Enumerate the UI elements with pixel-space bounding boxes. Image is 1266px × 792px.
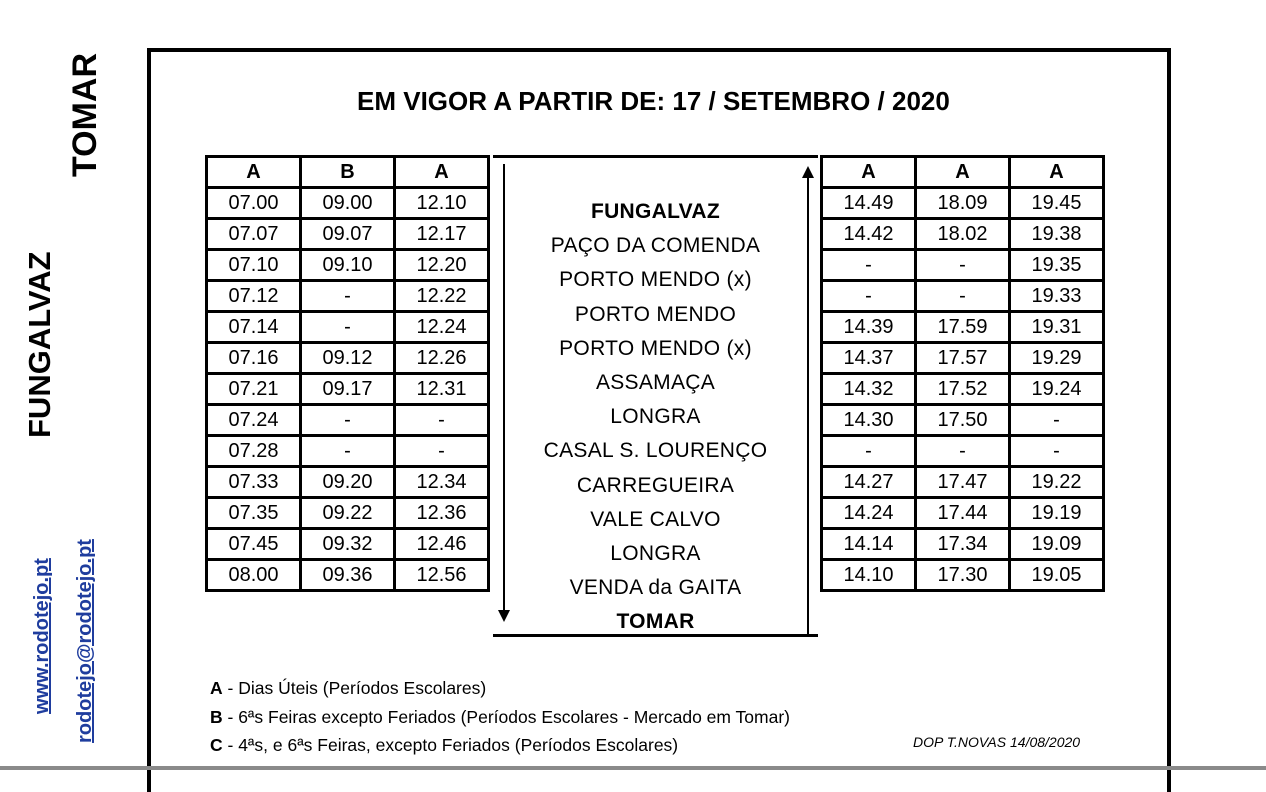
time-cell: 18.02	[916, 219, 1010, 250]
time-cell: 14.27	[822, 467, 916, 498]
time-cell: 19.29	[1010, 343, 1104, 374]
time-cell: 12.10	[395, 188, 489, 219]
time-cell: 14.24	[822, 498, 916, 529]
time-cell: 14.37	[822, 343, 916, 374]
time-cell: 12.46	[395, 529, 489, 560]
time-cell: 14.30	[822, 405, 916, 436]
time-cell: -	[301, 436, 395, 467]
time-cell: 19.22	[1010, 467, 1104, 498]
table-row	[822, 250, 1104, 281]
legend-item	[210, 674, 790, 703]
stop-name: CARREGUEIRA	[576, 473, 735, 497]
time-cell: 09.22	[301, 498, 395, 529]
column-header: B	[301, 157, 395, 188]
time-cell: 19.31	[1010, 312, 1104, 343]
time-cell: -	[822, 281, 916, 312]
stop-name: VENDA da GAITA	[569, 576, 742, 600]
time-cell: 09.20	[301, 467, 395, 498]
column-header: A	[207, 157, 301, 188]
time-cell: 19.24	[1010, 374, 1104, 405]
up-arrow-icon	[802, 166, 814, 178]
legend-text: - Dias Úteis (Períodos Escolares)	[222, 678, 487, 698]
time-cell: 12.26	[395, 343, 489, 374]
side-label-fungalvaz: FUNGALVAZ	[22, 251, 57, 438]
table-row	[207, 498, 489, 529]
time-cell: -	[395, 436, 489, 467]
time-cell: 09.07	[301, 219, 395, 250]
table-row	[207, 219, 489, 250]
time-cell: 18.09	[916, 188, 1010, 219]
column-header: A	[916, 157, 1010, 188]
time-cell: 07.10	[207, 250, 301, 281]
website-link[interactable]: www.rodotejo.pt	[31, 558, 53, 714]
table-row	[207, 250, 489, 281]
stop-name: PORTO MENDO (x)	[559, 268, 752, 292]
time-cell: -	[916, 250, 1010, 281]
table-row	[207, 560, 489, 591]
table-row	[822, 560, 1104, 591]
legend-item	[210, 731, 790, 760]
stop-name: TOMAR	[616, 610, 695, 634]
window-bottom-edge	[0, 766, 1266, 770]
table-row	[207, 343, 489, 374]
table-row	[207, 374, 489, 405]
stop-name: VALE CALVO	[590, 507, 721, 531]
stop-name: LONGRA	[610, 541, 701, 565]
time-cell: 17.44	[916, 498, 1010, 529]
time-cell: 19.09	[1010, 529, 1104, 560]
time-cell: -	[916, 281, 1010, 312]
table-row	[822, 188, 1104, 219]
time-cell: 12.34	[395, 467, 489, 498]
time-cell: 14.42	[822, 219, 916, 250]
time-cell: 07.28	[207, 436, 301, 467]
time-cell: 14.39	[822, 312, 916, 343]
column-header: A	[822, 157, 916, 188]
time-cell: 09.32	[301, 529, 395, 560]
time-cell: 07.21	[207, 374, 301, 405]
time-cell: 19.19	[1010, 498, 1104, 529]
legend-item	[210, 703, 790, 732]
outbound-times-table	[205, 155, 490, 592]
table-row	[822, 405, 1104, 436]
table-row	[822, 312, 1104, 343]
stop-name: CASAL S. LOURENÇO	[543, 439, 768, 463]
table-row	[207, 529, 489, 560]
return-times-table	[820, 155, 1105, 592]
table-row	[822, 281, 1104, 312]
time-cell: -	[301, 312, 395, 343]
time-cell: 09.00	[301, 188, 395, 219]
table-row	[207, 188, 489, 219]
time-cell: 07.14	[207, 312, 301, 343]
time-cell: -	[1010, 436, 1104, 467]
table-row	[207, 467, 489, 498]
time-cell: 09.10	[301, 250, 395, 281]
stop-name: PAÇO DA COMENDA	[550, 234, 761, 258]
legend-key: A	[210, 678, 223, 698]
table-row	[207, 436, 489, 467]
time-cell: 12.36	[395, 498, 489, 529]
time-cell: 14.14	[822, 529, 916, 560]
time-cell: 17.30	[916, 560, 1010, 591]
time-cell: 12.22	[395, 281, 489, 312]
time-cell: 12.17	[395, 219, 489, 250]
time-cell: 07.35	[207, 498, 301, 529]
dop-note: DOP T.NOVAS 14/08/2020	[913, 734, 1081, 750]
table-row	[822, 467, 1104, 498]
time-cell: -	[301, 405, 395, 436]
time-cell: 12.24	[395, 312, 489, 343]
column-header: A	[1010, 157, 1104, 188]
time-cell: 14.49	[822, 188, 916, 219]
stop-name: PORTO MENDO (x)	[559, 336, 752, 360]
time-cell: 17.59	[916, 312, 1010, 343]
time-cell: 07.33	[207, 467, 301, 498]
time-cell: 14.32	[822, 374, 916, 405]
time-cell: -	[822, 436, 916, 467]
table-row	[822, 529, 1104, 560]
stops-column	[493, 155, 818, 637]
time-cell: 07.12	[207, 281, 301, 312]
time-cell: 09.12	[301, 343, 395, 374]
time-cell: -	[1010, 405, 1104, 436]
stop-name: FUNGALVAZ	[590, 200, 721, 223]
page-title: EM VIGOR A PARTIR DE: 17 / SETEMBRO / 2020	[357, 86, 950, 116]
time-cell: 17.47	[916, 467, 1010, 498]
time-cell: 07.45	[207, 529, 301, 560]
time-cell: 07.07	[207, 219, 301, 250]
time-cell: -	[916, 436, 1010, 467]
stop-name: LONGRA	[610, 405, 701, 429]
time-cell: 19.05	[1010, 560, 1104, 591]
stop-name: ASSAMAÇA	[595, 370, 716, 394]
time-cell: 12.20	[395, 250, 489, 281]
legend-text: - 4ªs, e 6ªs Feiras, excepto Feriados (Períodos Escolares)	[222, 735, 679, 755]
time-cell: 07.24	[207, 405, 301, 436]
time-cell: 17.52	[916, 374, 1010, 405]
time-cell: 09.17	[301, 374, 395, 405]
side-label-tomar: TOMAR	[66, 52, 104, 177]
stop-name: PORTO MENDO	[574, 302, 737, 326]
time-cell: 14.10	[822, 560, 916, 591]
table-row	[207, 281, 489, 312]
column-header: A	[395, 157, 489, 188]
table-row	[207, 405, 489, 436]
legend-key: C	[210, 735, 223, 755]
time-cell: 12.56	[395, 560, 489, 591]
time-cell: 17.34	[916, 529, 1010, 560]
table-row	[822, 343, 1104, 374]
table-row	[822, 219, 1104, 250]
time-cell: -	[301, 281, 395, 312]
legend-key: B	[210, 706, 223, 727]
time-cell: 19.33	[1010, 281, 1104, 312]
time-cell: -	[822, 250, 916, 281]
table-row	[822, 436, 1104, 467]
time-cell: 12.31	[395, 374, 489, 405]
time-cell: 19.45	[1010, 188, 1104, 219]
table-row	[207, 312, 489, 343]
time-cell: 09.36	[301, 560, 395, 591]
time-cell: 17.50	[916, 405, 1010, 436]
time-cell: 08.00	[207, 560, 301, 591]
legend	[210, 674, 790, 760]
table-header-row	[822, 157, 1104, 188]
time-cell: 19.38	[1010, 219, 1104, 250]
table-row	[822, 498, 1104, 529]
time-cell: 07.16	[207, 343, 301, 374]
legend-text: - 6ªs Feiras excepto Feriados (Períodos Escolares - Mercado em Tomar)	[222, 706, 790, 727]
stop-list	[493, 195, 818, 639]
table-row	[822, 374, 1104, 405]
time-cell: 07.00	[207, 188, 301, 219]
table-header-row	[207, 157, 489, 188]
email-link[interactable]: rodotejo@rodotejo.pt	[74, 539, 96, 743]
time-cell: 19.35	[1010, 250, 1104, 281]
time-cell: 17.57	[916, 343, 1010, 374]
time-cell: -	[395, 405, 489, 436]
